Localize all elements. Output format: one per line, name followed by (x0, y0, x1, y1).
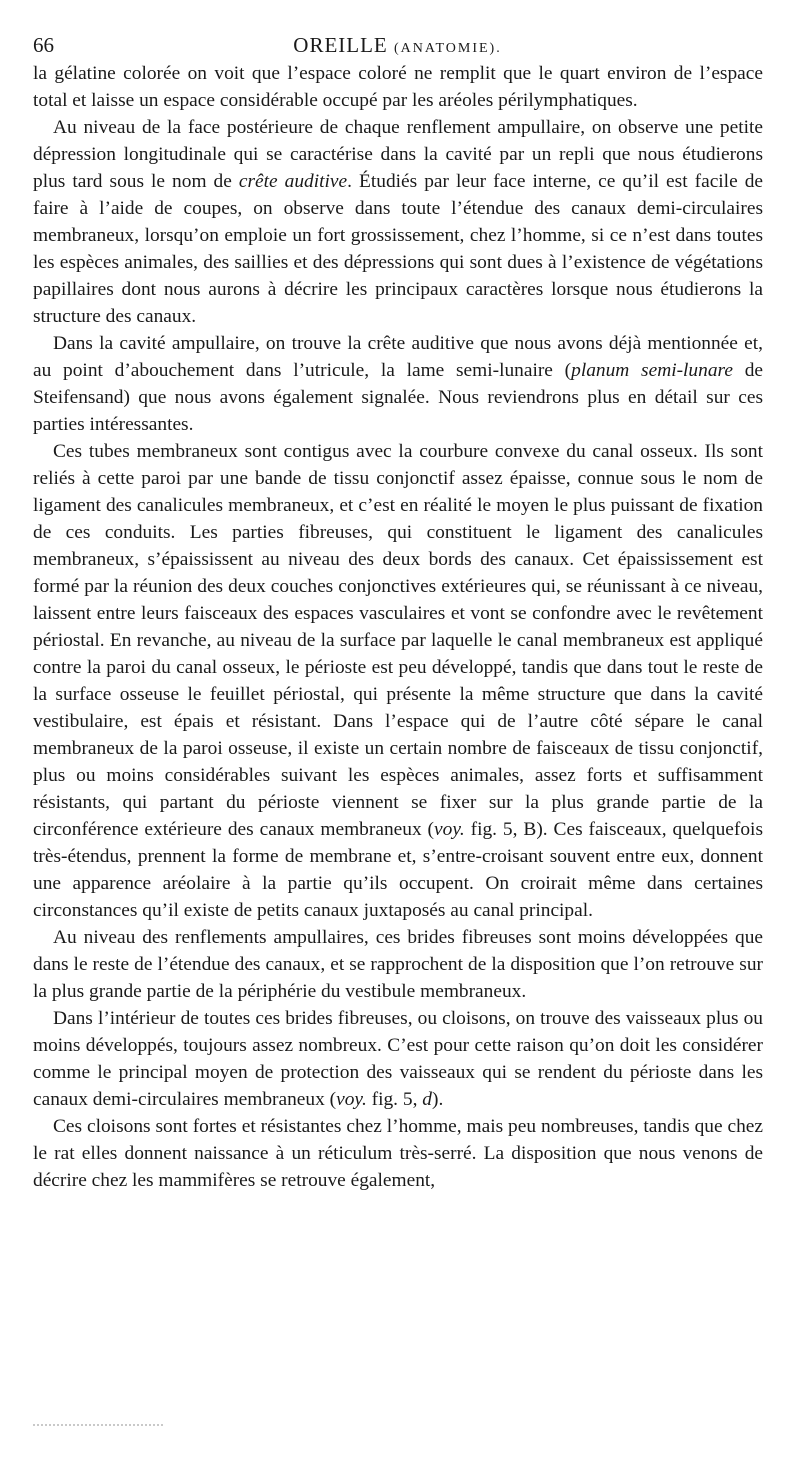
paragraph-text: la gélatine colorée on voit que l’espace coloré ne remplit que le quart environ de l’espace total et laisse un espace considérable occupé par les aréoles périlymphatiques. (33, 63, 763, 111)
body-text (33, 60, 763, 1194)
paragraph (33, 1005, 763, 1113)
paragraph-text: Dans l’intérieur de toutes ces brides fibreuses, ou cloisons, on trouve des vaisseaux plus ou moins développés, toujours assez nombreux. C’est pour cette raison qu’on doit les considérer comme le principal moyen de protection des vaisseaux qui se rendent du périoste dans les canaux demi-circulaires membraneux ( (33, 1008, 763, 1110)
paragraph-text: . Étudiés par leur face interne, ce qu’il est facile de faire à l’aide de coupes, on observe dans toute l’étendue des canaux demi-circulaires membraneux, lorsqu’on emploie un fort grossissement, chez l’homme, si ce n’est dans toutes les espèces animales, des saillies et des dépressions qui sont dues à l’existence de végétations papillaires dont nous aurons à décrire les principaux caractères lorsque nous étudierons la structure des canaux. (33, 171, 764, 327)
page-header (33, 30, 762, 60)
paragraph (33, 114, 763, 330)
italic-text: d (422, 1089, 432, 1110)
paragraph-text: Au niveau des renflements ampullaires, ces brides fibreuses sont moins développées que dans le reste de l’étendue des canaux, et se rapprochent de la disposition que l’on retrouve sur la plus grande partie de la périphérie du vestibule membraneux. (33, 927, 763, 1002)
paragraph-text: ). (431, 1089, 444, 1110)
running-title-main: OREILLE (293, 33, 388, 57)
italic-text: crête auditive (238, 171, 348, 192)
paragraph-text: fig. 5, B). Ces faisceaux, quelquefois très-étendus, prennent la forme de membrane et, s’entre-croisant souvent entre eux, donnent une apparence aréolaire à la partie qu’ils occupent. On croirait même dans certaines circonstances qu’il existe de petits canaux juxtaposés au canal principal. (33, 819, 763, 921)
page-number: 66 (33, 33, 54, 57)
italic-text: voy. (434, 819, 465, 840)
italic-text: planum semi-lunare (571, 360, 733, 381)
paragraph-text: Dans la cavité ampullaire, on trouve la crête auditive que nous avons déjà mentionnée et, au point d’abouchement dans l’utricule, la lame semi-lunaire ( (33, 333, 763, 381)
paragraph-text: Ces cloisons sont fortes et résistantes chez l’homme, mais peu nombreuses, tandis que chez le rat elles donnent naissance à un réticulum très-serré. La disposition que nous venons de décrire chez les mammifères se retrouve également, (33, 1116, 763, 1191)
paragraph-text: fig. 5, (366, 1089, 423, 1110)
paragraph (33, 438, 763, 924)
running-title-sub: (ANATOMIE). (394, 41, 502, 56)
paragraph-text: Ces tubes membraneux sont contigus avec la courbure convexe du canal osseux. Ils sont reliés à cette paroi par une bande de tissu conjonctif assez épaisse, connue sous le nom de ligament des canalicules membraneux, et c’est en réalité le moyen le plus puissant de fixation de ces conduits. Les parties fibreuses, qui constituent le ligament des canalicules membraneux, s’épaississent au niveau des deux bords des canaux. Cet épaississement est formé par la réunion des deux couches conjonctives extérieures qui, se réunissant à ce niveau, laissent entre leurs faisceaux des espaces vasculaires et vont se confondre avec le revêtement périostal. En revanche, au niveau de la surface par laquelle le canal membraneux est appliqué contre la paroi du canal osseux, le périoste est peu développé, tandis que dans tout le reste de la surface osseuse le feuillet périostal, qui présente la même structure que dans la cavité vestibulaire, est épais et résistant. Dans l’espace qui de l’autre côté sépare le canal membraneux de la paroi osseuse, il existe un certain nombre de faisceaux de tissu conjonctif, plus ou moins considérables suivant les espèces animales, assez forts et suffisamment résistants, qui partant du périoste viennent se fixer sur la plus grande partie de la circonférence extérieure des canaux membraneux ( (33, 441, 763, 840)
paragraph (33, 924, 763, 1005)
paragraph-text: de Steifensand) que nous avons également signalée. Nous reviendrons plus en détail sur ces parties intéressantes. (33, 360, 763, 435)
paragraph-text: Au niveau de la face postérieure de chaque renflement ampullaire, on observe une petite dépression longitudinale qui se caractérise dans la cavité par un repli que nous étudierons plus tard sous le nom de (33, 117, 763, 192)
paragraph (33, 1113, 763, 1194)
paragraph (33, 60, 763, 114)
italic-text: voy. (336, 1089, 367, 1110)
running-title (33, 30, 762, 64)
paragraph (33, 330, 763, 438)
footer-mark (33, 1424, 163, 1430)
